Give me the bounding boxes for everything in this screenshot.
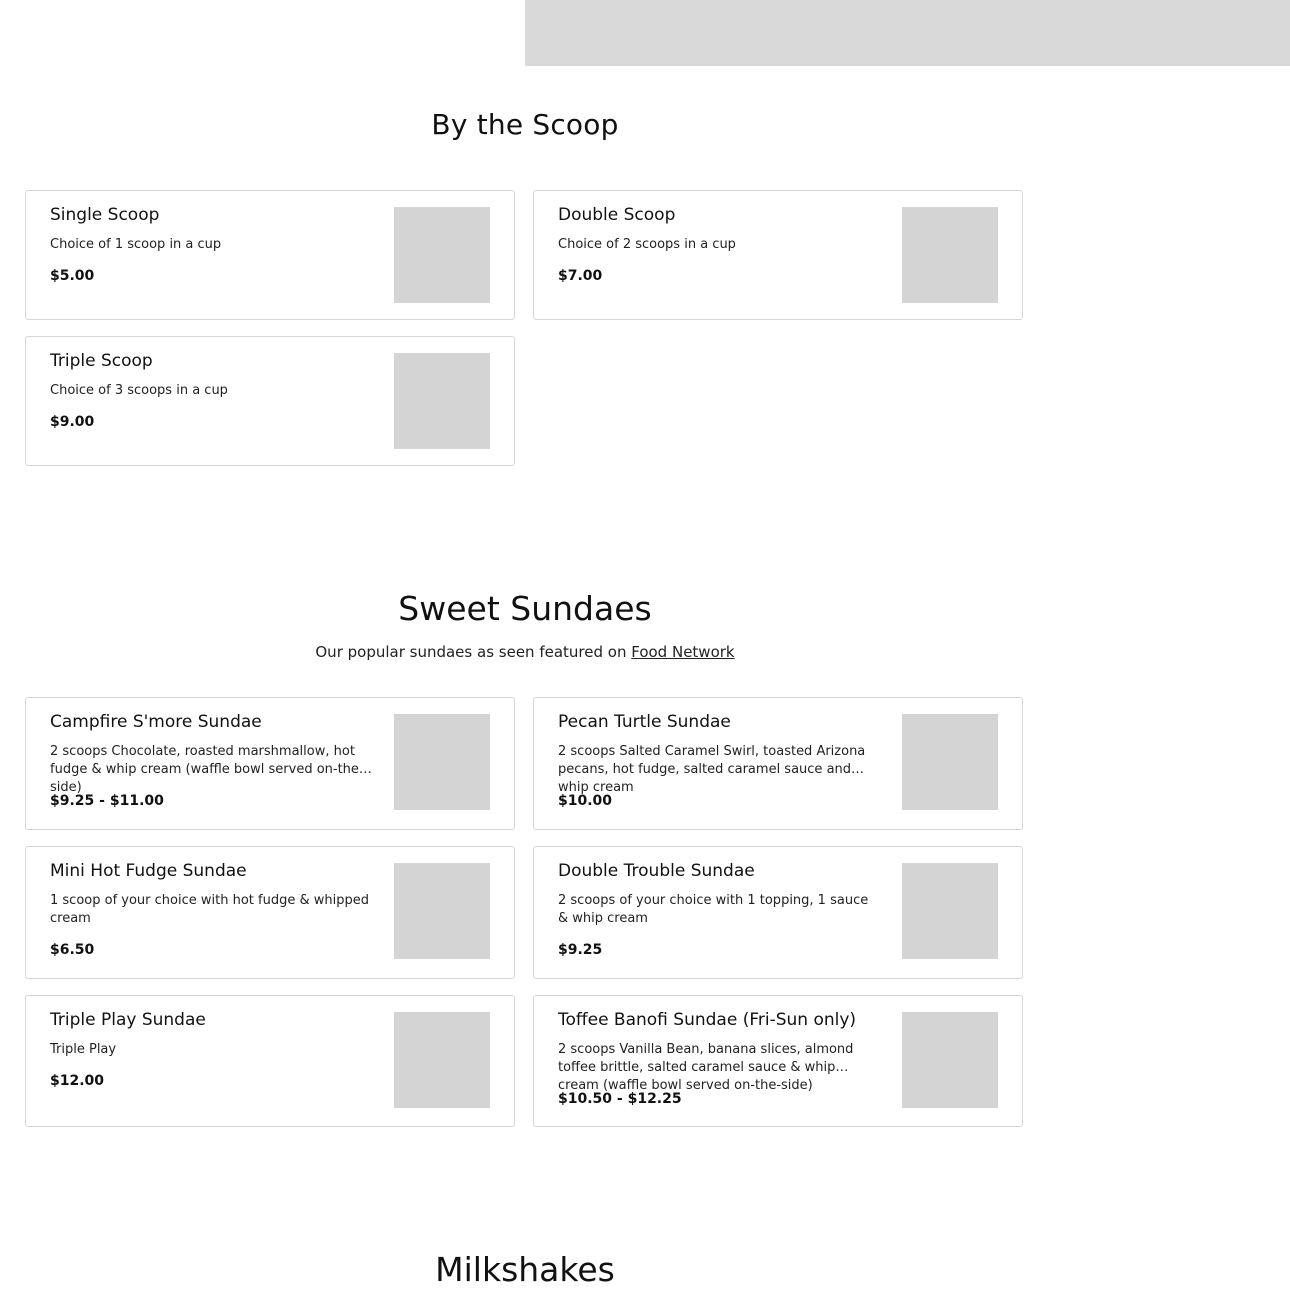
menu-item-card[interactable] (533, 995, 1023, 1127)
menu-item-description: Choice of 1 scoop in a cup (50, 237, 222, 252)
menu-item-name: Toffee Banofi Sundae (Fri-Sun only) (558, 1010, 857, 1030)
menu-item-description: 2 scoops Salted Caramel Swirl, toasted Arizona pecans, hot fudge, salted caramel sauce and whip cream (558, 744, 866, 795)
menu-item-card[interactable] (25, 190, 515, 320)
menu-item-name: Single Scoop (50, 205, 160, 225)
menu-item-name: Double Scoop (558, 205, 676, 225)
menu-item-image (902, 863, 998, 959)
menu-item-name: Double Trouble Sundae (558, 861, 755, 881)
menu-item-price: $6.50 (50, 942, 95, 958)
menu-item-image (902, 714, 998, 810)
menu-item-image (902, 1012, 998, 1108)
menu-item-description: 2 scoops Chocolate, roasted marshmallow, hot fudge & whip cream (waffle bowl served on-the-side) (50, 744, 364, 795)
menu-item-card[interactable] (533, 190, 1023, 320)
menu-item-price: $9.00 (50, 414, 95, 430)
food-network-link[interactable]: Food Network (631, 643, 735, 661)
menu-item-image (394, 714, 490, 810)
menu-item-card[interactable] (533, 846, 1023, 979)
section-subtitle (0, 643, 1050, 661)
menu-item-card[interactable] (533, 697, 1023, 830)
menu-item-image (394, 207, 490, 303)
menu-item-image (394, 1012, 490, 1108)
section-subtitle-text: Our popular sundaes as seen featured on (315, 643, 627, 661)
menu-item-card[interactable] (25, 846, 515, 979)
menu-item-price: $12.00 (50, 1073, 105, 1089)
menu-item-description: Choice of 3 scoops in a cup (50, 383, 228, 398)
menu-item-image (902, 207, 998, 303)
menu-item-card[interactable] (25, 336, 515, 466)
menu-item-price: $10.50 - $12.25 (558, 1091, 682, 1107)
section-title-milkshakes: Milkshakes (435, 1250, 615, 1289)
menu-item-description: Choice of 2 scoops in a cup (558, 237, 736, 252)
menu-item-price: $7.00 (558, 268, 603, 284)
menu-item-price: $9.25 (558, 942, 603, 958)
menu-item-description: 1 scoop of your choice with hot fudge & whipped cream (50, 893, 369, 926)
menu-item-name: Triple Scoop (50, 351, 153, 371)
menu-item-name: Triple Play Sundae (50, 1010, 206, 1030)
menu-item-name: Mini Hot Fudge Sundae (50, 861, 247, 881)
menu-item-price: $5.00 (50, 268, 95, 284)
section-title-by-the-scoop: By the Scoop (431, 108, 619, 141)
section-title-sweet-sundaes: Sweet Sundaes (398, 589, 652, 628)
menu-item-description: 2 scoops Vanilla Bean, banana slices, almond toffee brittle, salted caramel sauce & whip cream (waffle bowl served on-the-side) (558, 1042, 854, 1093)
menu-item-image (394, 863, 490, 959)
menu-item-price: $9.25 - $11.00 (50, 793, 164, 809)
menu-item-price: $10.00 (558, 793, 613, 809)
header-banner-image (525, 0, 1290, 66)
menu-item-name: Pecan Turtle Sundae (558, 712, 731, 732)
menu-item-description: Triple Play (50, 1042, 117, 1057)
menu-item-name: Campfire S'more Sundae (50, 712, 262, 732)
menu-item-description: 2 scoops of your choice with 1 topping, 1 sauce & whip cream (558, 893, 869, 926)
menu-item-card[interactable] (25, 697, 515, 830)
menu-item-image (394, 353, 490, 449)
menu-item-card[interactable] (25, 995, 515, 1127)
